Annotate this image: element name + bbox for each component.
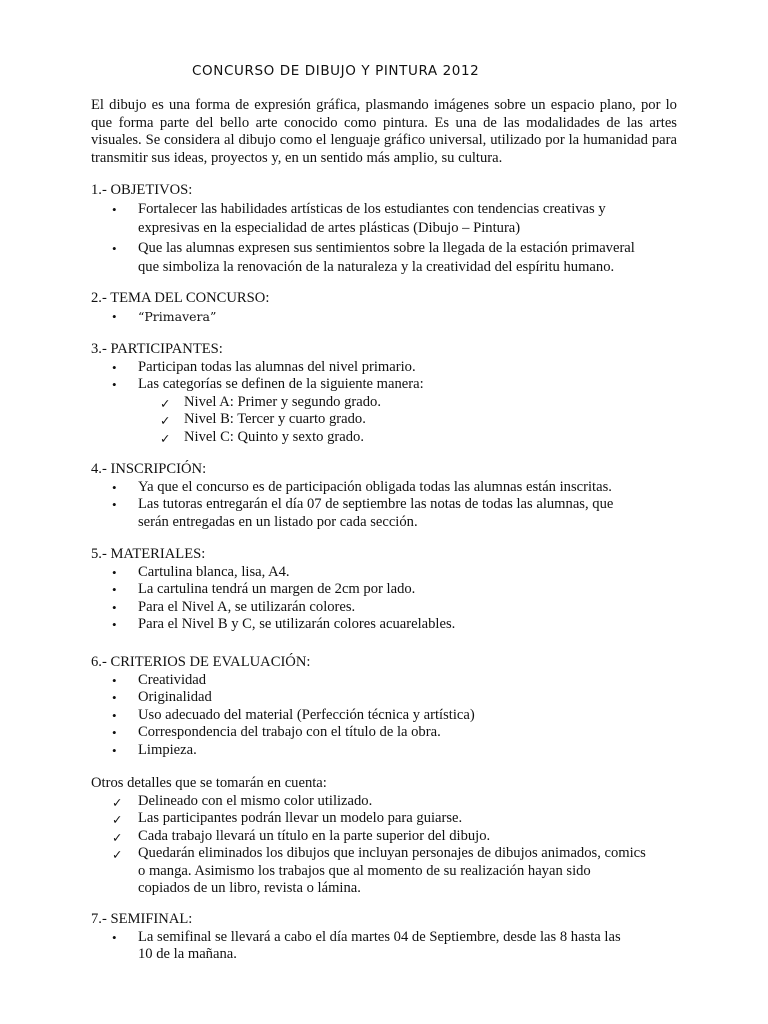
list-item <box>91 564 691 582</box>
list-item <box>91 828 691 846</box>
intro-line: las artes visuales. Se considera al dibujo como el lenguaje gráfico universal, utilizado por la <box>91 114 677 148</box>
check-icon: ✓ <box>160 430 171 446</box>
list-item-line: Las tutoras entregarán el día 07 de septiembre las notas de todas las alumnas, que <box>138 496 614 512</box>
section-heading: Otros detalles que se tomarán en cuenta: <box>91 775 327 791</box>
level-label: Nivel B: Tercer y cuarto grado. <box>184 411 366 427</box>
check-icon: ✓ <box>160 413 171 428</box>
list-item-line: Las categorías se definen de la siguiente manera: <box>138 376 424 392</box>
bullet-icon: • <box>112 240 117 256</box>
list-item <box>91 616 691 634</box>
list-item-line: Cada trabajo llevará un título en la parte superior del dibujo. <box>138 827 491 844</box>
list-item-line: La semifinal se llevará a cabo el día martes 04 de Septiembre, desde las 8 hasta las <box>138 928 621 945</box>
bullet-list <box>91 479 691 532</box>
section-semifinal <box>91 911 691 964</box>
level-item <box>91 429 691 447</box>
bullet-icon: • <box>112 617 117 632</box>
section-inscripcion <box>91 461 691 531</box>
bullet-icon: • <box>112 707 117 723</box>
bullet-icon: • <box>112 742 117 758</box>
bullet-icon: • <box>112 359 117 375</box>
list-item-line: La cartulina tendrá un margen de 2cm por lado. <box>138 581 416 597</box>
list-item <box>91 376 691 394</box>
intro-line: El dibujo es una forma de expresión gráfica, plasmando imágenes sobre un espacio plano, por <box>91 97 661 113</box>
bullet-list <box>91 200 691 278</box>
bullet-icon: • <box>112 929 117 945</box>
list-item-line: Correspondencia del trabajo con el título de la obra. <box>138 724 441 740</box>
list-item-line: Quedarán eliminados los dibujos que incluyan personajes de dibujos animados, comics <box>138 845 646 861</box>
list-item <box>91 308 691 327</box>
list-item <box>91 845 691 898</box>
level-item <box>91 394 691 412</box>
list-item-line: Creatividad <box>138 671 207 688</box>
list-item-line: Fortalecer las habilidades artísticas de los estudiantes con tendencias creativas y <box>138 200 606 217</box>
bullet-list <box>91 359 691 394</box>
bullet-list <box>91 929 691 964</box>
check-icon: ✓ <box>112 794 123 810</box>
bullet-list <box>91 672 691 760</box>
section-heading: 7.- SEMIFINAL: <box>91 911 193 927</box>
list-item <box>91 724 691 742</box>
list-item <box>91 810 691 828</box>
list-item-line: “Primavera” <box>138 308 217 324</box>
list-item <box>91 707 691 725</box>
list-item <box>91 672 691 690</box>
section-heading: 1.- OBJETIVOS: <box>91 182 193 198</box>
intro-line: humanidad para transmitir sus ideas, proyectos y, en un sentido más amplio, su cultura. <box>91 132 677 166</box>
bullet-icon: • <box>112 599 117 615</box>
list-item-line: copiados de un libro, revista o lámina. <box>138 880 361 896</box>
list-item-line: Ya que el concurso es de participación obligada todas las alumnas están inscritas. <box>138 478 612 495</box>
list-item-line: Que las alumnas expresen sus sentimientos sobre la llegada de la estación primaveral <box>138 239 635 256</box>
list-item <box>91 599 691 617</box>
check-icon: ✓ <box>112 829 123 845</box>
bullet-icon: • <box>112 672 117 688</box>
section-materiales <box>91 546 691 634</box>
level-item <box>91 411 691 429</box>
list-item-line: Originalidad <box>138 689 212 705</box>
level-label: Nivel A: Primer y segundo grado. <box>184 393 381 410</box>
bullet-icon: • <box>112 201 117 217</box>
list-item <box>91 793 691 811</box>
section-participantes <box>91 341 691 446</box>
intro-line: lo que forma parte del bello arte conocido como pintura. Es una de las modalidades de <box>91 97 677 131</box>
list-item <box>91 239 691 278</box>
section-objetivos <box>91 182 691 278</box>
section-criterios <box>91 654 691 759</box>
list-item <box>91 479 691 497</box>
bullet-icon: • <box>112 582 117 597</box>
bullet-icon: • <box>112 564 117 580</box>
list-item-line: Participan todas las alumnas del nivel primario. <box>138 358 416 375</box>
document-title: CONCURSO DE DIBUJO Y PINTURA 2012 <box>192 63 480 79</box>
list-item <box>91 581 691 599</box>
list-item-line: que simboliza la renovación de la naturaleza y la creatividad del espíritu humano. <box>138 259 615 275</box>
bullet-icon: • <box>112 377 117 392</box>
bullet-icon: • <box>112 690 117 705</box>
section-tema <box>91 290 691 326</box>
check-icon: ✓ <box>112 812 123 827</box>
list-item-line: Para el Nivel B y C, se utilizarán colores acuarelables. <box>138 616 456 632</box>
list-item-line: Las participantes podrán llevar un modelo para guiarse. <box>138 810 463 826</box>
list-item-line: o manga. Asimismo los trabajos que al momento de su realización hayan sido <box>138 862 591 879</box>
bullet-icon: • <box>112 479 117 495</box>
level-label: Nivel C: Quinto y sexto grado. <box>184 428 364 445</box>
section-heading: 4.- INSCRIPCIÓN: <box>91 461 207 477</box>
section-otros-detalles <box>91 775 691 898</box>
level-list <box>91 394 691 447</box>
list-item-line: Cartulina blanca, lisa, A4. <box>138 563 290 580</box>
list-item-line: 10 de la mañana. <box>138 946 237 962</box>
check-list <box>91 793 691 898</box>
list-item-line: Delineado con el mismo color utilizado. <box>138 792 373 809</box>
list-item <box>91 200 691 239</box>
bullet-icon: • <box>112 497 117 512</box>
intro-paragraph <box>91 97 677 167</box>
section-heading: 2.- TEMA DEL CONCURSO: <box>91 290 270 306</box>
check-icon: ✓ <box>160 395 171 411</box>
bullet-icon: • <box>112 308 117 324</box>
list-item <box>91 929 691 964</box>
bullet-list <box>91 564 691 634</box>
list-item-line: Limpieza. <box>138 741 197 758</box>
list-item-line: Uso adecuado del material (Perfección técnica y artística) <box>138 706 475 723</box>
section-heading: 5.- MATERIALES: <box>91 546 206 562</box>
list-item <box>91 742 691 760</box>
list-item <box>91 359 691 377</box>
bullet-list <box>91 308 691 327</box>
list-item-line: Para el Nivel A, se utilizarán colores. <box>138 598 356 615</box>
list-item-line: serán entregadas en un listado por cada sección. <box>138 513 418 530</box>
section-heading: 3.- PARTICIPANTES: <box>91 341 223 357</box>
list-item <box>91 496 691 531</box>
bullet-icon: • <box>112 725 117 740</box>
check-icon: ✓ <box>112 847 123 862</box>
list-item-line: expresivas en la especialidad de artes plásticas (Dibujo – Pintura) <box>138 220 521 236</box>
list-item <box>91 689 691 707</box>
section-heading: 6.- CRITERIOS DE EVALUACIÓN: <box>91 654 311 670</box>
